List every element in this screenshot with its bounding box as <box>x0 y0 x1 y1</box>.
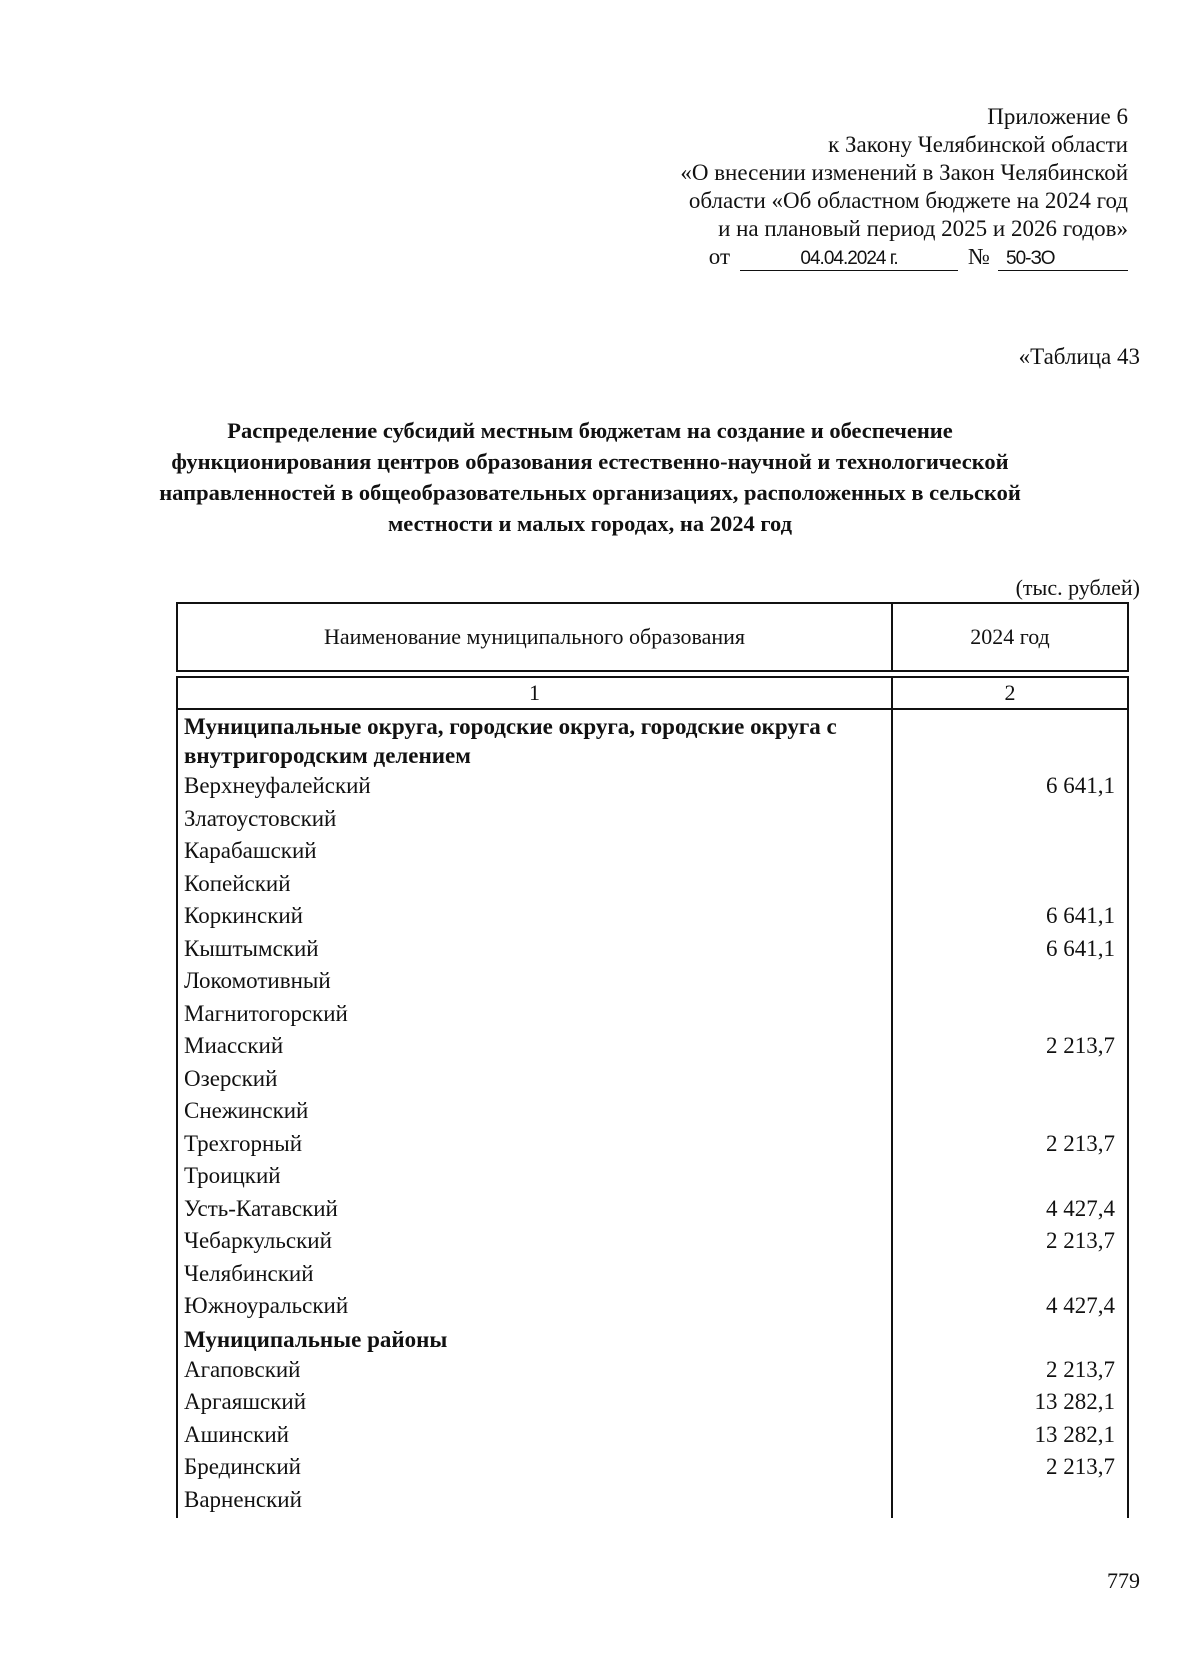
subsidy-amount: 13 282,1 <box>1034 1389 1115 1414</box>
table-row <box>178 1258 1127 1291</box>
subsidy-amount <box>891 1325 1127 1354</box>
units-label: (тыс. рублей) <box>1015 575 1140 600</box>
municipality-name: Троицкий <box>184 1163 281 1188</box>
header-line-3: «О внесении изменений в Закон Челябинской <box>680 160 1128 185</box>
table-row <box>178 1354 1127 1387</box>
table-row <box>178 1128 1127 1161</box>
subsidy-amount <box>891 1063 1127 1096</box>
subsidy-table <box>176 602 1129 1518</box>
table-body <box>176 710 1129 1518</box>
number-label: № <box>968 244 990 269</box>
subsidy-amount <box>891 835 1127 868</box>
subsidy-amount <box>891 1160 1127 1193</box>
table-label: «Таблица 43 <box>1018 344 1140 369</box>
column-number-2: 2 <box>1004 680 1016 705</box>
table-row <box>178 868 1127 901</box>
municipality-name: Озерский <box>184 1065 278 1091</box>
page-number: 779 <box>1107 1568 1140 1593</box>
table-row <box>178 965 1127 998</box>
municipality-name: Аргаяшский <box>184 1389 307 1414</box>
table-row <box>178 900 1127 933</box>
municipality-name: Карабашский <box>184 838 317 863</box>
municipality-name: Варненский <box>184 1486 302 1512</box>
document-title: Распределение субсидий местным бюджетам на создание и обеспечение функционирования центров образования естественно-научной и технологической направленностей в общеобразовательных организациях, расположенных в сельской местности и малых городах, на 2024 год <box>159 418 1021 536</box>
municipality-name: Златоустовский <box>184 805 337 831</box>
table-row <box>178 1386 1127 1419</box>
subsidy-amount <box>891 1258 1127 1291</box>
table-row <box>178 1419 1127 1452</box>
subsidy-amount: 4 427,4 <box>1046 1195 1115 1221</box>
table-row <box>178 1484 1127 1517</box>
subsidy-amount <box>891 868 1127 901</box>
law-date: 04.04.2024 г. <box>740 248 958 271</box>
subsidy-amount: 6 641,1 <box>1046 773 1115 798</box>
table-row <box>178 1193 1127 1226</box>
table-row <box>178 1290 1127 1323</box>
municipality-name: Кыштымский <box>184 935 319 961</box>
municipality-name: Ашинский <box>184 1421 289 1447</box>
table-row <box>178 1030 1127 1063</box>
municipality-name: Южноуральский <box>184 1293 349 1318</box>
table-section-row <box>178 1323 1127 1354</box>
table-section-row <box>178 710 1127 770</box>
from-label: от <box>708 244 731 269</box>
municipality-name: Челябинский <box>184 1260 314 1286</box>
section-title: Муниципальные округа, городские округа, городские округа с внутригородским делением <box>184 714 837 768</box>
header-line-4: области «Об областном бюджете на 2024 год <box>688 188 1128 213</box>
municipality-name: Снежинский <box>184 1098 309 1123</box>
subsidy-amount: 2 213,7 <box>1046 1356 1115 1382</box>
subsidy-amount: 13 282,1 <box>1034 1421 1115 1447</box>
table-row <box>178 1095 1127 1128</box>
municipality-name: Брединский <box>184 1454 301 1479</box>
subsidy-amount: 4 427,4 <box>1046 1293 1115 1318</box>
date-number-line <box>568 243 1128 271</box>
municipality-name: Копейский <box>184 870 291 896</box>
municipality-name: Агаповский <box>184 1356 301 1382</box>
municipality-name: Миасский <box>184 1033 284 1058</box>
subsidy-amount: 2 213,7 <box>1046 1130 1115 1156</box>
subsidy-amount: 6 641,1 <box>1046 935 1115 961</box>
section-title: Муниципальные районы <box>184 1326 448 1352</box>
subsidy-amount <box>891 1095 1127 1128</box>
table-row <box>178 770 1127 803</box>
subsidy-amount <box>891 712 1127 770</box>
table-row <box>178 1451 1127 1484</box>
municipality-name: Локомотивный <box>184 968 331 993</box>
table-row <box>178 1063 1127 1096</box>
table-row <box>178 1225 1127 1258</box>
subsidy-amount: 6 641,1 <box>1046 903 1115 928</box>
header-line-2: к Закону Челябинской области <box>828 132 1128 157</box>
law-number: 50-ЗО <box>998 248 1128 271</box>
table-row <box>178 835 1127 868</box>
table-row <box>178 933 1127 966</box>
municipality-name: Трехгорный <box>184 1130 303 1156</box>
subsidy-amount: 2 213,7 <box>1046 1033 1115 1058</box>
header-line-5: и на плановый период 2025 и 2026 годов» <box>718 216 1128 241</box>
header-line-1: Приложение 6 <box>987 104 1128 129</box>
table-row <box>178 998 1127 1031</box>
table-row <box>178 803 1127 836</box>
subsidy-amount: 2 213,7 <box>1046 1454 1115 1479</box>
subsidy-amount <box>891 965 1127 998</box>
subsidy-amount <box>891 998 1127 1031</box>
table-header-row <box>176 602 1129 672</box>
column-header-year: 2024 год <box>970 624 1050 649</box>
subsidy-amount <box>891 1484 1127 1517</box>
subsidy-amount <box>891 803 1127 836</box>
municipality-name: Усть-Катавский <box>184 1195 338 1221</box>
column-number-1: 1 <box>178 678 893 708</box>
document-header <box>568 103 1128 271</box>
column-number-row <box>176 676 1129 710</box>
municipality-name: Чебаркульский <box>184 1228 332 1253</box>
municipality-name: Коркинский <box>184 903 303 928</box>
subsidy-amount: 2 213,7 <box>1046 1228 1115 1253</box>
column-header-name: Наименование муниципального образования <box>178 604 893 670</box>
municipality-name: Магнитогорский <box>184 1000 348 1026</box>
municipality-name: Верхнеуфалейский <box>184 773 371 798</box>
table-row <box>178 1160 1127 1193</box>
